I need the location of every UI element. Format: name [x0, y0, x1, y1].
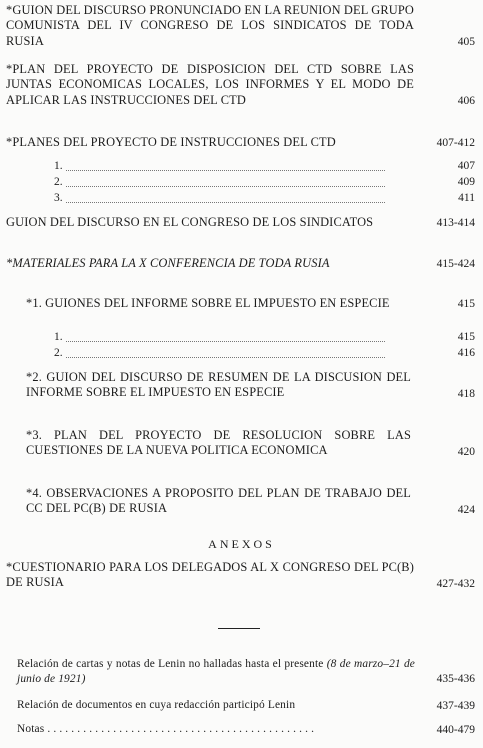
toc-entry[interactable]: [17, 698, 475, 713]
toc-subentry-title: *2. GUION DEL DISCURSO DE RESUMEN DE LA DISCUSION DEL INFORME SOBRE EL IMPUESTO EN ESPECIE: [26, 370, 411, 400]
toc-subentry-page: 418: [457, 387, 475, 400]
leader-dots: . . . . . . . . . . . . . . . . . . . . . . . . . . . . . . . . . . . . . . . . . . . . .: [44, 723, 315, 735]
toc-entry-page: 427-432: [436, 577, 475, 590]
toc-entry-page: 413-414: [436, 217, 475, 230]
toc-entry[interactable]: [6, 256, 475, 271]
toc-subitem[interactable]: [54, 346, 475, 361]
toc-subitem-page: 411: [458, 192, 475, 204]
section-heading: ANEXOS: [208, 537, 275, 551]
toc-subitem-page: 416: [457, 347, 475, 359]
toc-entry[interactable]: [6, 215, 475, 230]
toc-subitem[interactable]: [54, 159, 475, 174]
toc-entry-text: Relación de cartas y notas de Lenin no halladas hasta el presente: [17, 658, 324, 670]
toc-entry-title: [17, 657, 415, 686]
leader-dots: [66, 341, 385, 342]
toc-entry-page: 437-439: [436, 699, 475, 712]
toc-subentry-title: *4. OBSERVACIONES A PROPOSITO DEL PLAN DE TRABAJO DEL CC DEL PC(B) DE RUSIA: [26, 486, 411, 516]
toc-entry-page: 407-412: [436, 137, 475, 150]
toc-subentry[interactable]: [26, 296, 475, 311]
toc-entry-page: 406: [457, 95, 475, 108]
toc-subentry-title: *1. GUIONES DEL INFORME SOBRE EL IMPUESTO EN ESPECIE: [26, 296, 390, 310]
toc-entry-title: *PLAN DEL PROYECTO DE DISPOSICION DEL CTD SOBRE LAS JUNTAS ECONOMICAS LOCALES, LOS INFORMES Y EL MODO DE APLICAR LAS INSTRUCCIONES DEL CTD: [6, 62, 414, 107]
toc-entry-page: 435-436: [436, 673, 475, 686]
toc-subitem[interactable]: [54, 330, 475, 345]
toc-entry-page: 415-424: [436, 258, 475, 271]
toc-entry[interactable]: [6, 62, 475, 108]
toc-entry-page: 405: [457, 36, 475, 49]
toc-subitem[interactable]: [54, 175, 475, 190]
toc-subitem-page: 409: [457, 176, 475, 188]
toc-entry[interactable]: [6, 560, 475, 591]
toc-entry[interactable]: [6, 135, 475, 150]
toc-subentry-page: 420: [457, 445, 475, 458]
leader-dots: [66, 186, 385, 187]
toc-subentry[interactable]: [26, 370, 475, 401]
toc-subitem-label: 1.: [54, 160, 63, 172]
toc-subitem-label: 1.: [54, 331, 63, 343]
leader-dots: [66, 170, 385, 171]
toc-entry-title: GUION DEL DISCURSO EN EL CONGRESO DE LOS SINDICATOS: [6, 215, 374, 229]
toc-subitem[interactable]: [54, 191, 475, 206]
toc-entry-title: *PLANES DEL PROYECTO DE INSTRUCCIONES DEL CTD: [6, 135, 336, 149]
toc-entry[interactable]: [17, 722, 475, 737]
toc-subentry-title: *3. PLAN DEL PROYECTO DE RESOLUCION SOBRE LAS CUESTIONES DE LA NUEVA POLITICA ECONOMICA: [26, 428, 411, 458]
toc-subitem-page: 407: [457, 160, 475, 172]
toc-subentry[interactable]: [26, 486, 475, 517]
toc-subitem-label: 3.: [54, 192, 63, 204]
toc-subitem-label: 2.: [54, 347, 63, 359]
toc-subitem-page: 415: [457, 331, 475, 343]
toc-entry[interactable]: [6, 3, 475, 49]
toc-entry-title: *CUESTIONARIO PARA LOS DELEGADOS AL X CONGRESO DEL PC(B) DE RUSIA: [6, 560, 414, 590]
toc-subitem-label: 2.: [54, 176, 63, 188]
toc-subentry-page: 424: [457, 503, 475, 516]
toc-entry-text: Notas: [17, 723, 45, 735]
toc-entry[interactable]: [17, 657, 475, 686]
toc-entry-page: 440-479: [436, 723, 475, 736]
toc-entry-title: *GUION DEL DISCURSO PRONUNCIADO EN LA REUNION DEL GRUPO COMUNISTA DEL IV CONGRESO DE LOS SINDICATOS DE TODA RUSIA: [6, 3, 414, 48]
divider: [218, 628, 260, 629]
toc-subentry-page: 415: [457, 298, 475, 311]
leader-dots: [66, 357, 385, 358]
toc-entry-title: *MATERIALES PARA LA X CONFERENCIA DE TODA RUSIA: [6, 256, 330, 270]
toc-entry-title: [17, 722, 415, 737]
toc-subentry[interactable]: [26, 428, 475, 459]
toc-entry-title: Relación de documentos en cuya redacción participó Lenin: [17, 699, 296, 711]
leader-dots: [66, 202, 385, 203]
toc-entry-dates: (8 de marzo–21 de junio de 1921): [17, 658, 416, 685]
